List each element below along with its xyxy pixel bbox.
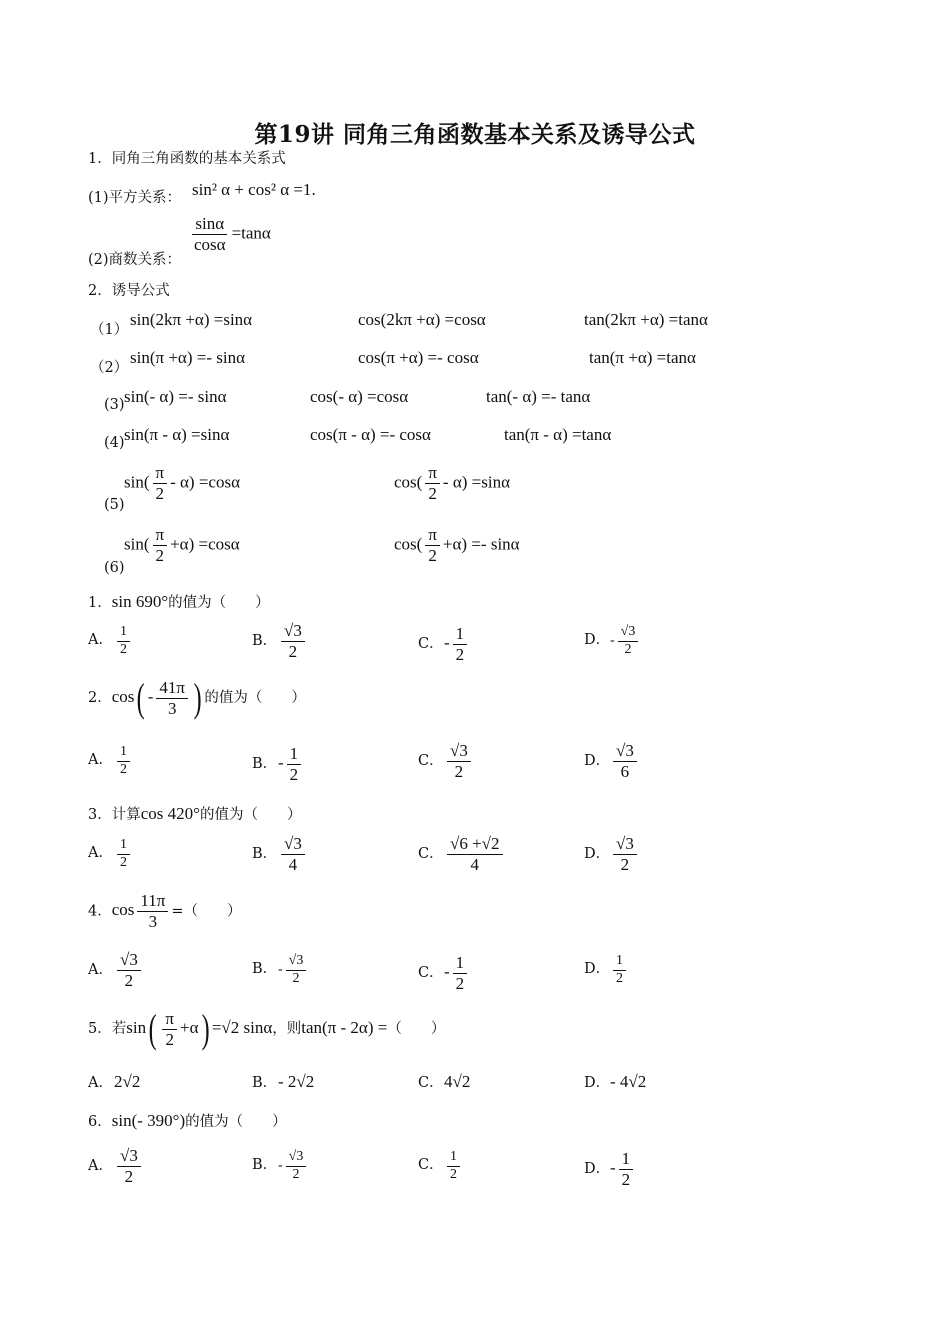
q6-option-a[interactable]: A． $\frac{√3}{2}$ bbox=[88, 1147, 144, 1186]
formula: tan(π +α) =tanα bbox=[589, 348, 696, 367]
q1-option-d[interactable]: D．- $\frac{√3}{2}$ bbox=[584, 625, 641, 657]
square-relation-label: (1)平方关系： bbox=[88, 190, 182, 206]
q2-option-b[interactable]: B．- $\frac{1}{2}$ bbox=[252, 745, 304, 784]
q5-option-d[interactable]: D．- 4√2 bbox=[584, 1072, 647, 1091]
formula: cos(- α) =cosα bbox=[310, 387, 409, 406]
formula-row-label: (5) bbox=[104, 497, 125, 513]
formula: tan(2kπ +α) =tanα bbox=[584, 310, 708, 329]
formula: sin(π - α) =sinα bbox=[124, 425, 230, 444]
formula-row-label: （1） bbox=[90, 322, 129, 338]
q1-option-b[interactable]: B． $\frac{√3}{2}$ bbox=[252, 622, 308, 661]
formula: sin( $\frac{\pi}{2}$ - α) =cosα bbox=[124, 463, 240, 503]
formula: cos(π - α) =- cosα bbox=[310, 425, 431, 444]
section1-heading: 1．同角三角函数的基本关系式 bbox=[88, 151, 286, 167]
formula: cos( $\frac{\pi}{2}$ +α) =- sinα bbox=[394, 525, 520, 565]
formula: tan(π - α) =tanα bbox=[504, 425, 612, 444]
q2-option-d[interactable]: D． $\frac{√3}{6}$ bbox=[584, 742, 640, 781]
q1-option-a[interactable]: A． $\frac{1}{2}$ bbox=[88, 625, 133, 657]
formula: tan(- α) =- tanα bbox=[486, 387, 591, 406]
q5-option-a[interactable]: A．2√2 bbox=[88, 1072, 141, 1091]
quotient-relation-formula: $\frac{\sin\alpha}{\cos\alpha}$ =tanα bbox=[194, 214, 271, 254]
formula: cos(2kπ +α) =cosα bbox=[358, 310, 486, 329]
question-4: 4．cos $\frac{11\pi}{3}$ =（ ） bbox=[88, 891, 242, 931]
q4-option-d[interactable]: D． $\frac{1}{2}$ bbox=[584, 954, 629, 986]
q4-option-b[interactable]: B．- $\frac{√3}{2}$ bbox=[252, 954, 309, 986]
square-relation-formula: sin² α + cos² α =1. bbox=[192, 180, 316, 199]
q2-option-c[interactable]: C． $\frac{√3}{2}$ bbox=[418, 742, 474, 781]
question-1: 1．sin 690°的值为（ ） bbox=[88, 592, 270, 611]
formula-row-label: （2） bbox=[90, 360, 129, 376]
formula-row-label: (6) bbox=[104, 560, 125, 576]
q3-option-c[interactable]: C． $\frac{√6 +√2}{4}$ bbox=[418, 835, 506, 874]
q3-option-d[interactable]: D． $\frac{√3}{2}$ bbox=[584, 835, 640, 874]
q5-option-c[interactable]: C．4√2 bbox=[418, 1072, 471, 1091]
formula: sin(π +α) =- sinα bbox=[130, 348, 245, 367]
formula: cos(π +α) =- cosα bbox=[358, 348, 479, 367]
question-2: 2．cos( - $\frac{41\pi}{3}$ ) 的值为（ ） bbox=[88, 675, 306, 720]
question-6: 6．sin(- 390°)的值为（ ） bbox=[88, 1111, 287, 1130]
q6-option-b[interactable]: B．- $\frac{√3}{2}$ bbox=[252, 1150, 309, 1182]
question-5: 5．若sin( $\frac{\pi}{2}$ +α) =√2 sinα，则tan(π - 2α) =（ ） bbox=[88, 1006, 446, 1051]
formula: sin( $\frac{\pi}{2}$ +α) =cosα bbox=[124, 525, 240, 565]
question-3: 3．计算cos 420°的值为（ ） bbox=[88, 804, 302, 823]
q4-option-a[interactable]: A． $\frac{√3}{2}$ bbox=[88, 951, 144, 990]
q6-option-c[interactable]: C． $\frac{1}{2}$ bbox=[418, 1150, 463, 1182]
q5-option-b[interactable]: B．- 2√2 bbox=[252, 1072, 315, 1091]
formula: cos( $\frac{\pi}{2}$ - α) =sinα bbox=[394, 463, 510, 503]
q4-option-c[interactable]: C．- $\frac{1}{2}$ bbox=[418, 954, 470, 993]
section2-heading: 2．诱导公式 bbox=[88, 283, 170, 299]
page-title: 第19讲 同角三角函数基本关系及诱导公式 bbox=[254, 121, 696, 148]
formula: sin(2kπ +α) =sinα bbox=[130, 310, 253, 329]
formula-row-label: (3) bbox=[104, 397, 125, 413]
q3-option-a[interactable]: A． $\frac{1}{2}$ bbox=[88, 838, 133, 870]
formula-row-label: (4) bbox=[104, 435, 125, 451]
formula: sin(- α) =- sinα bbox=[124, 387, 227, 406]
q2-option-a[interactable]: A． $\frac{1}{2}$ bbox=[88, 745, 133, 777]
quotient-relation-label: (2)商数关系： bbox=[88, 252, 182, 268]
q1-option-c[interactable]: C．- $\frac{1}{2}$ bbox=[418, 625, 470, 664]
q3-option-b[interactable]: B． $\frac{√3}{4}$ bbox=[252, 835, 308, 874]
q6-option-d[interactable]: D．- $\frac{1}{2}$ bbox=[584, 1150, 636, 1189]
